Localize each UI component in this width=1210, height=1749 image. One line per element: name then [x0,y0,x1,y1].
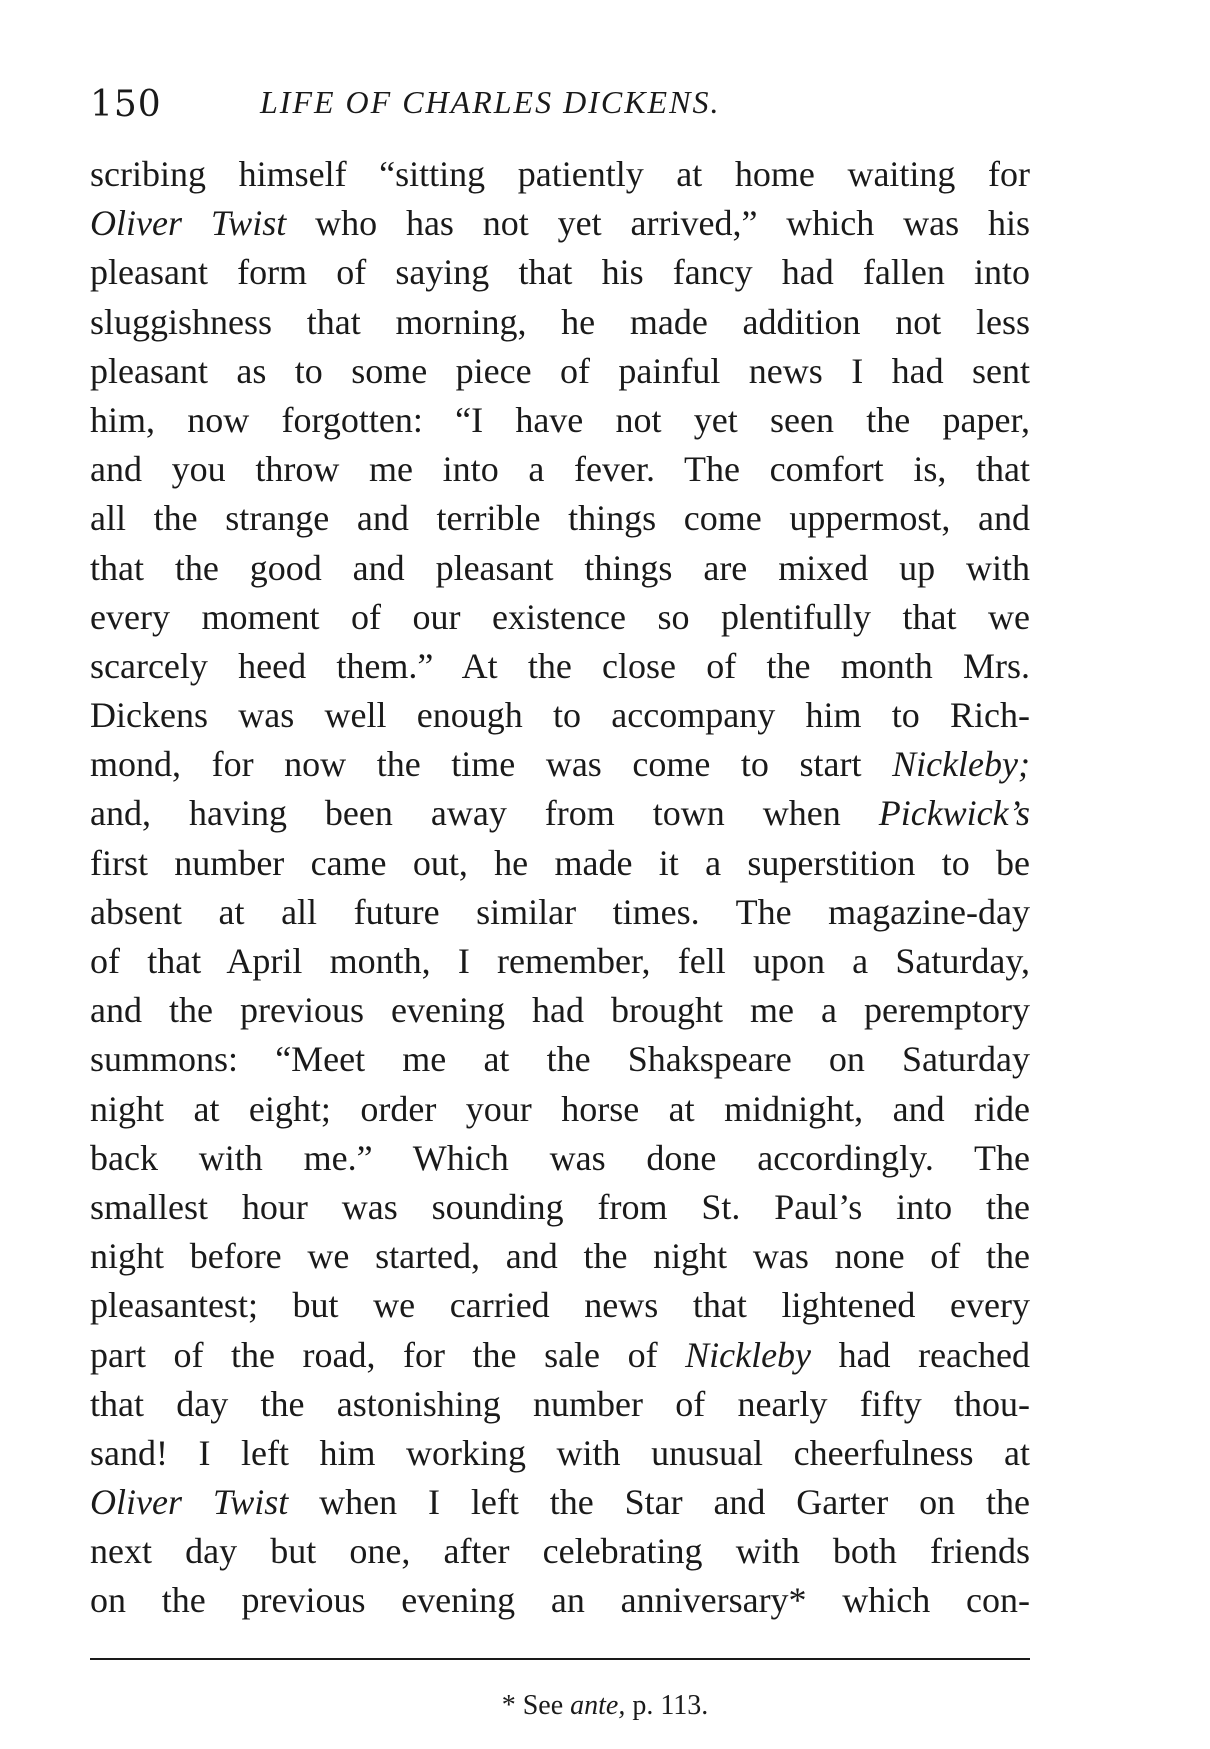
italic-title: Oliver Twist [90,203,287,244]
text-segment: absent at all future similar times. The magazine-day [90,891,1030,932]
text-segment: pleasantest; but we carried news that lightened every [90,1285,1030,1326]
text-line [90,1527,1030,1576]
text-line [90,494,1030,543]
footnote [0,1690,1210,1722]
text-line [90,593,1030,642]
text-segment: Dickens was well enough to accompany him to Rich- [90,695,1030,736]
text-segment: who has not yet arrived,” which was his [286,203,1031,244]
text-segment: that day the astonishing number of nearly fifty thou- [90,1383,1030,1424]
text-line [90,789,1030,838]
text-line [90,1281,1030,1330]
text-segment: sand! I left him working with unusual cheerfulness at [90,1432,1030,1473]
text-segment: and you throw me into a fever. The comfort is, that [90,449,1030,490]
text-line [90,199,1030,248]
text-line [90,986,1030,1035]
footnote-prefix: * See [501,1690,571,1721]
text-segment: him, now forgotten: “I have not yet seen the paper, [90,399,1030,440]
text-segment: back with me.” Which was done accordingly. The [90,1137,1030,1178]
text-line [90,445,1030,494]
text-line [90,544,1030,593]
text-segment: on the previous evening an anniversary* which con- [90,1580,1030,1621]
text-line [90,1085,1030,1134]
text-segment: next day but one, after celebrating with both friends [90,1531,1030,1572]
italic-title: Oliver Twist [90,1482,289,1523]
text-segment: first number came out, he made it a superstition to be [90,842,1030,883]
text-line [90,1183,1030,1232]
text-segment: when I left the Star and Garter on the [288,1482,1030,1523]
text-line [90,888,1030,937]
text-segment: smallest hour was sounding from St. Paul’s into the [90,1186,1030,1227]
italic-title: Nickleby; [892,744,1030,785]
footnote-suffix: p. 113. [625,1690,709,1721]
text-line [90,298,1030,347]
text-line [90,396,1030,445]
page-header [90,80,1030,130]
text-line [90,839,1030,888]
text-segment: and, having been away from town when [90,793,879,834]
text-segment: scribing himself “sitting patiently at home waiting for [90,154,1030,194]
text-segment: part of the road, for the sale of [90,1334,686,1375]
text-segment: that the good and pleasant things are mixed up with [90,547,1030,588]
footnote-italic: ante, [570,1690,626,1721]
text-segment: sluggishness that morning, he made addition not less [90,301,1030,342]
text-line [90,642,1030,691]
text-line [90,937,1030,986]
page-number: 150 [90,84,162,125]
text-segment: pleasant as to some piece of painful news I had sent [90,350,1030,391]
text-line [90,150,1030,199]
text-segment: night before we started, and the night was none of the [90,1236,1030,1277]
text-line [90,1478,1030,1527]
text-segment: pleasant form of saying that his fancy had fallen into [90,252,1030,293]
italic-title: Nickleby [685,1334,812,1375]
body-text [90,150,1030,1626]
text-segment: summons: “Meet me at the Shakspeare on Saturday [90,1039,1030,1080]
text-segment: and the previous evening had brought me a peremptory [90,990,1030,1031]
text-line [90,1331,1030,1380]
footnote-rule [90,1658,1030,1660]
text-line [90,740,1030,789]
text-line [90,1232,1030,1281]
text-line [90,1035,1030,1084]
text-line [90,248,1030,297]
text-segment: had reached [811,1334,1030,1375]
text-segment: all the strange and terrible things come uppermost, and [90,498,1030,539]
running-title: LIFE OF CHARLES DICKENS. [260,84,721,120]
text-line [90,347,1030,396]
text-line [90,691,1030,740]
text-line [90,1380,1030,1429]
text-segment: mond, for now the time was come to start [90,744,893,785]
text-segment: every moment of our existence so plentifully that we [90,596,1030,637]
text-line [90,1576,1030,1625]
italic-title: Pickwick’s [878,793,1030,834]
text-line [90,1429,1030,1478]
text-segment: of that April month, I remember, fell upon a Saturday, [90,941,1030,981]
text-segment: scarcely heed them.” At the close of the month Mrs. [90,645,1030,686]
text-line [90,1134,1030,1183]
text-segment: night at eight; order your horse at midnight, and ride [90,1088,1030,1129]
